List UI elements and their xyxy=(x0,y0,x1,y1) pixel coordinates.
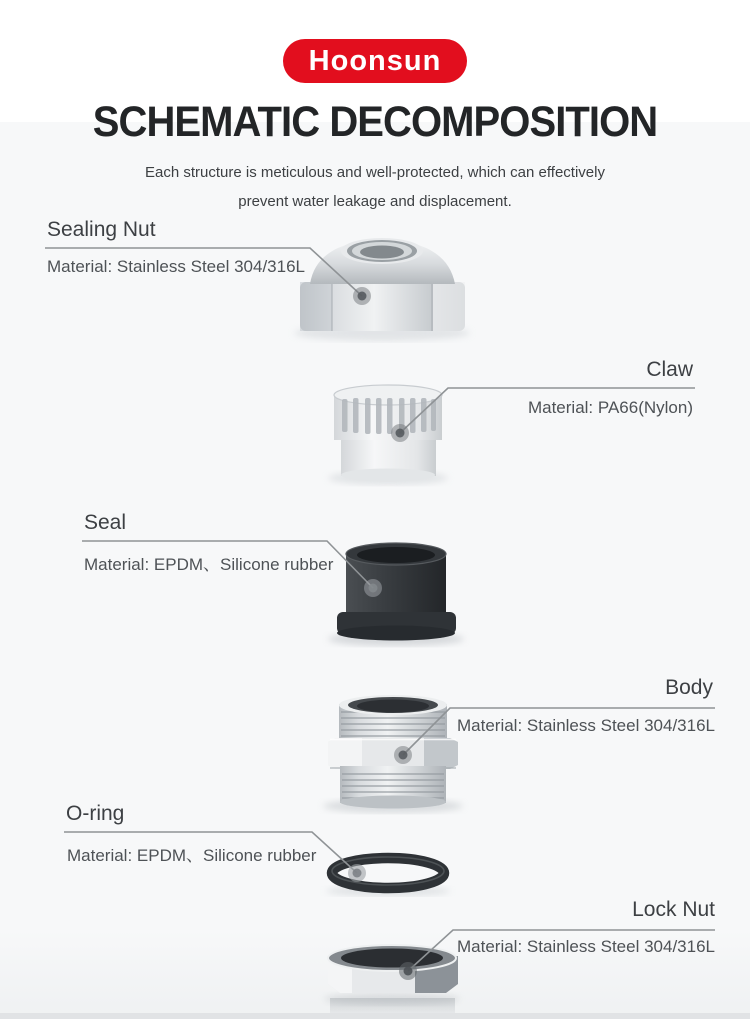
part-name-body: Body xyxy=(665,676,713,699)
part-material-seal: Material: EPDM、Silicone rubber xyxy=(84,555,334,574)
part-name-claw: Claw xyxy=(646,358,693,381)
part-material-group-sealing-nut xyxy=(47,257,305,277)
subtitle-line-2: prevent water leakage and displacement. xyxy=(238,193,512,210)
page-title: SCHEMATIC DECOMPOSITION xyxy=(92,98,658,146)
part-name-seal: Seal xyxy=(84,511,127,534)
seal-image xyxy=(328,543,464,646)
part-material-o-ring: Material: EPDM、Silicone rubber xyxy=(67,846,317,865)
o-ring-image xyxy=(326,857,450,896)
part-label-o-ring xyxy=(66,802,124,826)
part-material-body: Material: Stainless Steel 304/316L xyxy=(457,716,715,735)
part-material-group-body xyxy=(457,716,715,736)
brand-logo-text: Hoonsun xyxy=(308,44,442,77)
part-material-group-seal xyxy=(84,550,333,575)
part-name-o-ring: O-ring xyxy=(66,802,125,825)
body-image xyxy=(323,695,463,813)
part-name-sealing-nut: Sealing Nut xyxy=(47,218,156,241)
part-material-claw: Material: PA66(Nylon) xyxy=(527,398,693,417)
part-label-lock-nut xyxy=(632,898,715,922)
part-label-sealing-nut xyxy=(47,218,156,242)
part-material-group-o-ring xyxy=(67,841,316,866)
part-label-claw xyxy=(646,358,693,382)
marker-dot-o-ring xyxy=(348,864,366,882)
part-material-group-claw xyxy=(528,398,693,418)
marker-dot-sealing-nut xyxy=(353,287,371,305)
part-label-seal xyxy=(84,511,126,535)
part-material-group-lock-nut xyxy=(457,937,715,957)
part-label-body xyxy=(665,676,713,700)
bottom-edge xyxy=(0,1013,750,1019)
marker-dot-lock-nut xyxy=(399,962,417,980)
marker-dot-body xyxy=(394,746,412,764)
part-name-lock-nut: Lock Nut xyxy=(632,898,715,921)
marker-dot-claw xyxy=(391,424,409,442)
part-material-sealing-nut: Material: Stainless Steel 304/316L xyxy=(47,257,305,276)
marker-dot-seal xyxy=(364,579,382,597)
part-material-lock-nut: Material: Stainless Steel 304/316L xyxy=(457,937,715,956)
sealing-nut-image xyxy=(294,238,470,341)
subtitle-line-1: Each structure is meticulous and well-protected, which can effectively xyxy=(145,164,605,181)
lock-nut-image xyxy=(324,945,460,1019)
claw-image xyxy=(328,385,448,485)
